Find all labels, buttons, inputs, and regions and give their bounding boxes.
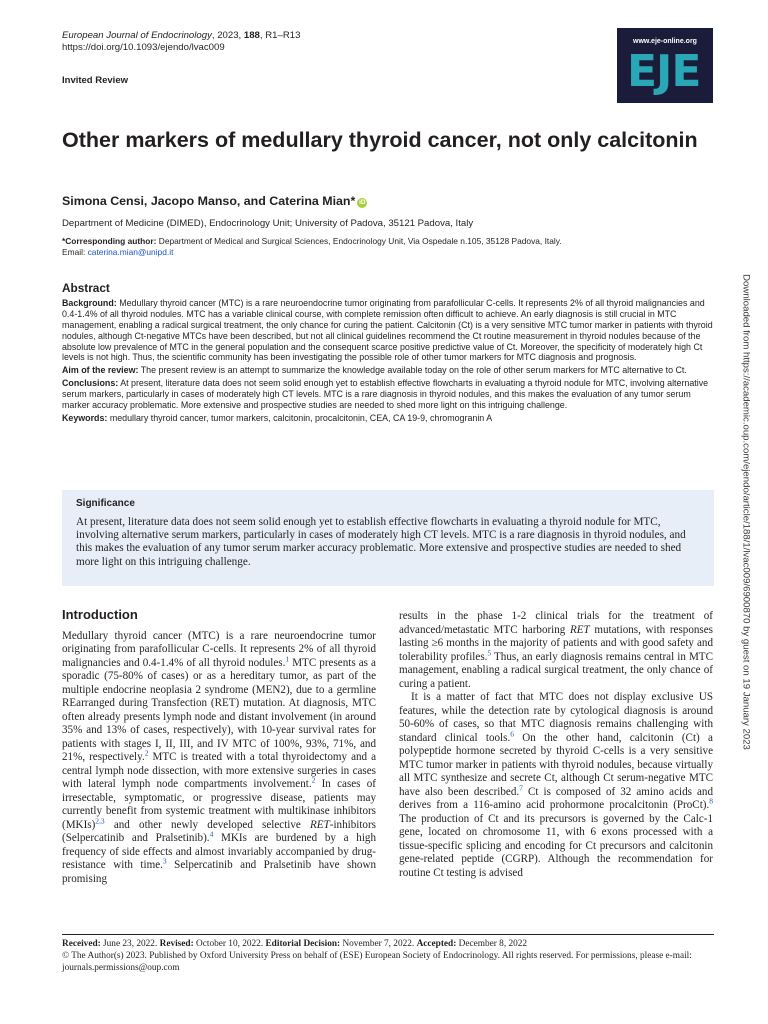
background-text: Medullary thyroid cancer (MTC) is a rare neuroendocrine tumor originating from parafollicular C-cells. It represents 2% of all thyroid malignancies and 0.4-1.4% of all thyroid nodules. MTC has a variable clinical course, with complete remission often difficult to achieve. An early diagnosis is still crucial in MTC management, enabling a radical surgical treatment, the only chance for curing the patient. Calcitonin (Ct) is a very sensitive MTC tumor marker in patients with thyroid nodules, although Ct-negative MTCs have been described, but not all clinical guidelines recommend the Ct routine measurement in thyroid nodules because of the absolute low prevalence of MTC in the general population and the consequent scarce positive predictive value of Ct. Moreover, the specificity of moderately high Ct levels is not high. Thus, the scientific community has been investigating the possible role of other tumor markers for MTC diagnosis and prognosis. [62, 297, 713, 363]
intro-paragraph-2 [399, 691, 713, 880]
aim-label: Aim of the review: [62, 365, 139, 376]
journal-pages: , R1–R13 [259, 30, 301, 41]
author-list [62, 194, 367, 208]
body-column-right [399, 610, 713, 880]
text-run: Thus, an early diagnosis remains central in MTC management, enabling a radical surgical treatment, the only chance of curing a patient. [399, 650, 713, 690]
text-run: In cases of irresectable, symptomatic, or progressive disease, patients may currently benefit from systemic treatment with multikinase inhibitors (MKIs) [62, 778, 376, 831]
corresponding-label: *Corresponding author: [62, 236, 157, 246]
abstract-heading: Abstract [62, 281, 110, 295]
journal-citation [62, 30, 300, 42]
copyright-notice: © The Author(s) 2023. Published by Oxford University Press on behalf of (ESE) European Society of Endocrinology. All rights reserved. For permissions, please e-mail: journals.permissions@oup.com [62, 951, 692, 973]
reference-link[interactable]: 1 [285, 653, 290, 663]
logo-url: www.eje-online.org [633, 38, 697, 45]
logo-text: EJE [627, 46, 701, 97]
intro-paragraph-1-cont [399, 610, 713, 691]
reference-link[interactable]: 8 [709, 796, 713, 806]
revised-label: Revised: [159, 939, 194, 949]
text-run: Ct is composed of 32 amino acids and derives from a 116-amino acid prohormone procalcitonin (ProCt). [399, 785, 713, 811]
reference-link[interactable]: 2 [144, 748, 149, 758]
gene-name: RET [569, 623, 590, 636]
accepted-label: Accepted: [416, 939, 457, 949]
accepted-date: December 8, 2022 [456, 939, 528, 949]
text-run: results in the phase 1-2 clinical trials for the treatment of advanced/metastatic MTC harboring [399, 610, 713, 636]
download-note-text: Downloaded from https://academic.oup.com/ejendo/article/188/1/lvac009/6900870 by guest on 19 January 2023 [740, 274, 752, 750]
revised-date: October 10, 2022. [193, 939, 266, 949]
body-column-left [62, 608, 376, 886]
abstract-conclusions [62, 378, 714, 411]
author-names: Simona Censi, Jacopo Manso, and Caterina Mian* [62, 194, 356, 208]
abstract-background [62, 298, 714, 363]
download-watermark [738, 252, 754, 772]
text-run: -inhibitors (Selpercatinib and Pralsetinib). [62, 818, 376, 844]
introduction-heading: Introduction [62, 607, 138, 622]
journal-name: European Journal of Endocrinology [62, 30, 212, 41]
article-footer [62, 938, 717, 974]
significance-box [62, 490, 714, 586]
significance-text: At present, literature data does not seem solid enough yet to establish effective flowcharts in evaluating a thyroid nodule for MTC, involving alternative serum markers, particularly in cases of moderately high CT levels. MTC is a rare diagnosis in thyroid nodules, and this makes the evaluation of any tumor serum marker accuracy problematic. More extensive and prospective studies are needed to shed more light on this intriguing challenge. [76, 516, 686, 568]
orcid-icon[interactable]: iD [359, 199, 366, 206]
reference-link[interactable]: 2 [311, 775, 316, 785]
footer-divider [62, 934, 714, 935]
reference-link[interactable]: 6 [510, 728, 514, 738]
abstract-section [62, 283, 714, 426]
intro-paragraph-1 [62, 630, 376, 887]
corresponding-author [62, 236, 722, 258]
article-title: Other markers of medullary thyroid cancer, not only calcitonin [62, 128, 698, 152]
text-run: It is a matter of fact that MTC does not display exclusive US features, while the detection rate by cytological diagnosis is around 50-60% of cases, so that MTC diagnosis remains challenging with standard clinical tools. [399, 691, 713, 744]
reference-link[interactable]: 7 [519, 782, 523, 792]
text-run: MKIs are burdened by a high frequency of side effects and almost invariably accompanied by drug-resistance with time. [62, 832, 376, 871]
reference-link[interactable]: 2,3 [95, 815, 105, 825]
affiliation: Department of Medicine (DIMED), Endocrinology Unit; University of Padova, 35121 Padova, Italy [62, 218, 474, 229]
journal-volume: 188 [243, 30, 260, 41]
text-run: mutations, with responses lasting ≥6 months in the majority of patients and with good safety and tolerability profiles. [399, 623, 713, 663]
text-run: Selpercatinib and Pralsetinib have shown promising [62, 859, 376, 885]
aim-text: The present review is an attempt to summarize the knowledge available today on the role of other serum markers for MTC alternative to Ct. [138, 365, 687, 376]
abstract-aim [62, 365, 714, 376]
text-run: Medullary thyroid cancer (MTC) is a rare neuroendocrine tumor originating from parafollicular C-cells. It represents 2% of all thyroid malignancies and 0.4-1.4% of all thyroid nodules. [62, 629, 376, 669]
abstract-keywords [62, 413, 714, 424]
article-type: Invited Review [62, 75, 128, 86]
eje-logo[interactable] [617, 28, 713, 103]
decision-date: November 7, 2022. [340, 939, 417, 949]
conclusions-label: Conclusions: [62, 378, 119, 389]
text-run: MTC presents as a sporadic (75-80% of cases) or as a hereditary tumor, as part of the multiple endocrine neoplasia 2 syndrome (MEN2), due to a germline REarranged during Transfection (RET) mutation. At diagnosis, MTC often already presents lymph node and distant involvement (in around 35% and 13% of cases, respectively), with 10-year survival rates for patients with stages I, II, III, and IV MTC of 100%, 93%, 71%, and 21%, respectively. [62, 656, 376, 763]
email-link[interactable]: caterina.mian@unipd.it [87, 247, 174, 257]
text-run: and other newly developed selective [104, 818, 311, 831]
email-label: Email: [62, 247, 88, 257]
received-date: June 23, 2022. [100, 939, 160, 949]
keywords-text: medullary thyroid cancer, tumor markers, calcitonin, procalcitonin, CEA, CA 19-9, chromogranin A [107, 412, 493, 423]
reference-link[interactable]: 3 [162, 856, 167, 866]
article-dates [62, 938, 717, 950]
text-run: The production of Ct and its precursors is governed by the Calc-1 gene, located on chromosome 11, with 6 exons processed with a tissue-specific splicing and encoding for Ct precursors and calcitonin gene-related peptide (CGRP). Although the recommendation for routine Ct testing is advised [399, 812, 713, 879]
text-run: On the other hand, calcitonin (Ct) a polypeptide hormone secreted by thyroid C-cells is a very sensitive MTC tumor marker in patients with thyroid nodules, because virtually all MTC synthesize and secrete Ct, although Ct serum-negative MTC have also been described. [399, 731, 713, 798]
keywords-label: Keywords: [62, 412, 108, 423]
reference-link[interactable]: 4 [209, 829, 214, 839]
received-label: Received: [62, 939, 101, 949]
conclusions-text: At present, literature data does not seem solid enough yet to establish effective flowcharts in evaluating a thyroid nodule for MTC, involving alternative serum markers, particularly in cases of moderately high CT levels. MTC is a rare diagnosis in thyroid nodules, and this makes the evaluation of any tumor serum marker accuracy problematic. More extensive and prospective studies are needed to shed more light on this intriguing challenge. [62, 378, 709, 411]
corresponding-address: Department of Medical and Surgical Sciences, Endocrinology Unit, Via Ospedale n.105, 35128 Padova, Italy. [156, 236, 562, 246]
decision-label: Editorial Decision: [265, 939, 341, 949]
background-label: Background: [62, 297, 117, 308]
gene-name: RET [310, 818, 330, 831]
journal-header [62, 30, 300, 55]
journal-year: , 2023, [211, 30, 244, 41]
doi-link[interactable]: https://doi.org/10.1093/ejendo/lvac009 [62, 42, 225, 54]
significance-heading: Significance [76, 498, 135, 509]
reference-link[interactable]: 5 [487, 647, 492, 657]
text-run: MTC is treated with a total thyroidectomy and a central lymph node dissection, with more extensive surgeries in cases with lateral lymph node compartments involvement. [62, 751, 376, 790]
